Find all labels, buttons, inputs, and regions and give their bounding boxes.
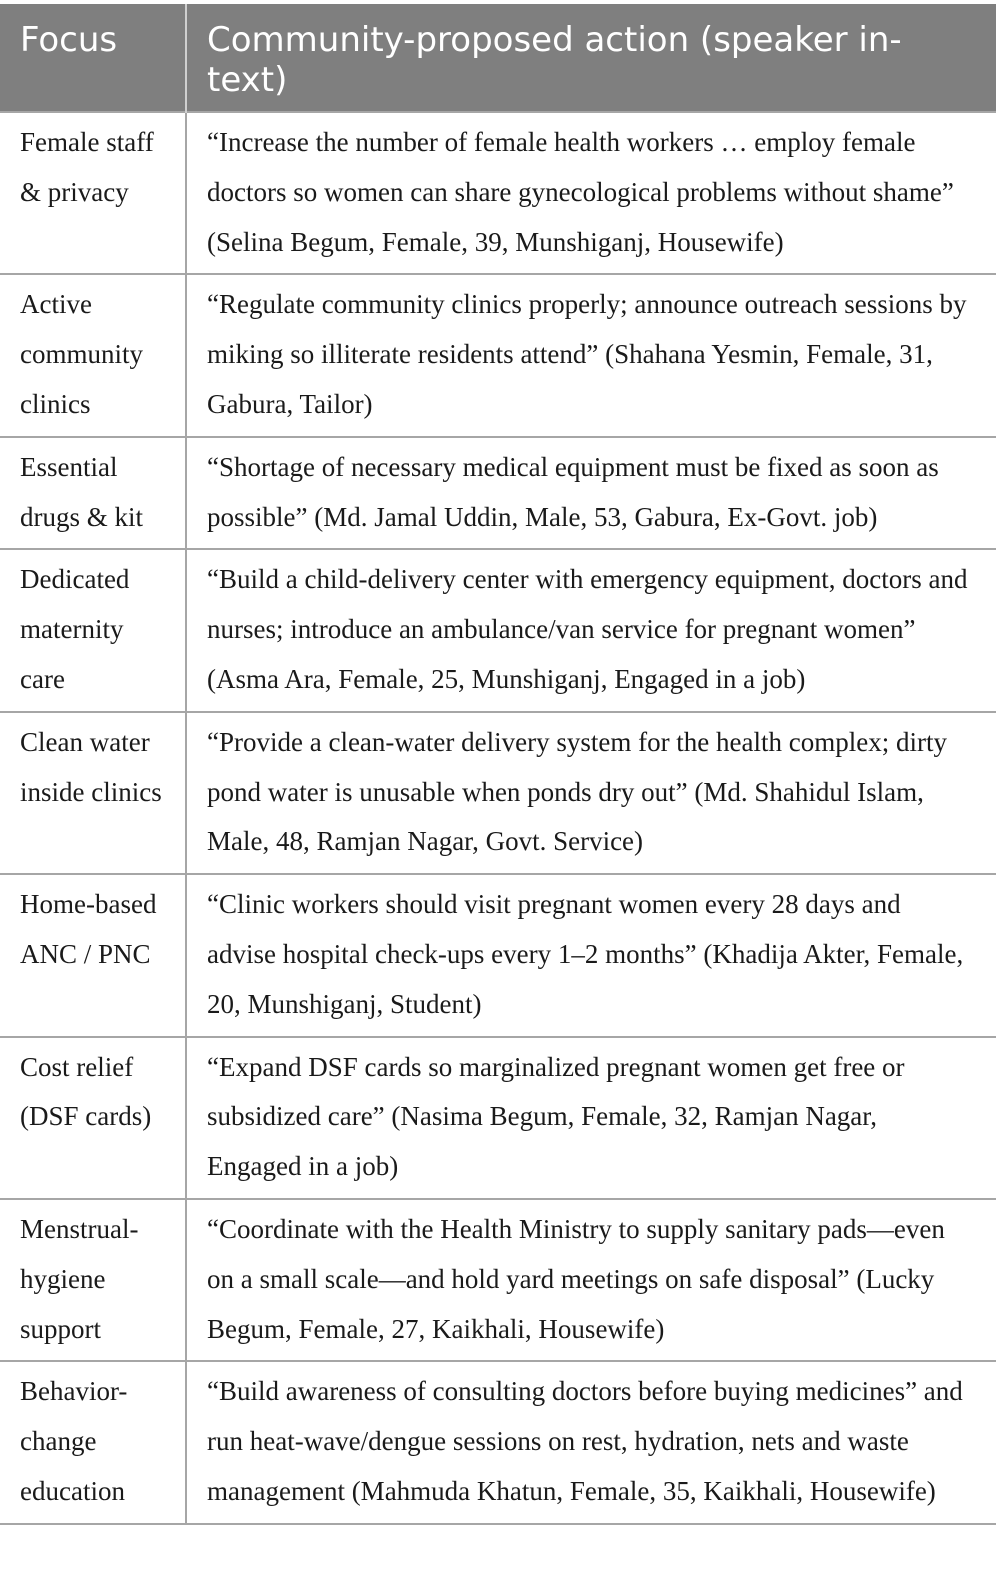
- action-cell: “Provide a clean-water delivery system for the health complex; dirty pond water is unusable when ponds dry out” (Md. Shahidul Islam, Male, 48, Ramjan Nagar, Govt. Service): [186, 712, 996, 874]
- table-row: [0, 274, 996, 436]
- focus-cell: Female staff & privacy: [0, 112, 186, 274]
- focus-cell: Dedicated maternity care: [0, 549, 186, 711]
- table-row: [0, 1361, 996, 1523]
- table-row: [0, 874, 996, 1036]
- table-row: [0, 1037, 996, 1199]
- action-cell: “Increase the number of female health workers … employ female doctors so women can share gynecological problems without shame” (Selina Begum, Female, 39, Munshiganj, Housewife): [186, 112, 996, 274]
- table-row: [0, 549, 996, 711]
- header-row: [0, 4, 996, 112]
- header-action: Community-proposed action (speaker in-text): [186, 4, 996, 112]
- table-row: [0, 712, 996, 874]
- action-cell: “Expand DSF cards so marginalized pregnant women get free or subsidized care” (Nasima Begum, Female, 32, Ramjan Nagar, Engaged in a job): [186, 1037, 996, 1199]
- action-cell: “Shortage of necessary medical equipment must be fixed as soon as possible” (Md. Jamal Uddin, Male, 53, Gabura, Ex-Govt. job): [186, 437, 996, 550]
- focus-cell: Clean water inside clinics: [0, 712, 186, 874]
- focus-cell: Active community clinics: [0, 274, 186, 436]
- table-row: [0, 112, 996, 274]
- table-row: [0, 437, 996, 550]
- focus-cell: Essential drugs & kit: [0, 437, 186, 550]
- action-cell: “Build a child-delivery center with emergency equipment, doctors and nurses; introduce an ambulance/van service for pregnant women” (Asma Ara, Female, 25, Munshiganj, Engaged in a job): [186, 549, 996, 711]
- focus-cell: Behavior-change education: [0, 1361, 186, 1523]
- action-cell: “Clinic workers should visit pregnant women every 28 days and advise hospital check-ups every 1–2 months” (Khadija Akter, Female, 20, Munshiganj, Student): [186, 874, 996, 1036]
- focus-cell: Menstrual-hygiene support: [0, 1199, 186, 1361]
- focus-cell: Cost relief (DSF cards): [0, 1037, 186, 1199]
- action-cell: “Coordinate with the Health Ministry to supply sanitary pads—even on a small scale—and hold yard meetings on safe disposal” (Lucky Begum, Female, 27, Kaikhali, Housewife): [186, 1199, 996, 1361]
- focus-cell: Home-based ANC / PNC: [0, 874, 186, 1036]
- table-row: [0, 1199, 996, 1361]
- header-focus: Focus: [0, 4, 186, 112]
- proposals-table: [0, 4, 996, 1525]
- action-cell: “Regulate community clinics properly; announce outreach sessions by miking so illiterate residents attend” (Shahana Yesmin, Female, 31, Gabura, Tailor): [186, 274, 996, 436]
- action-cell: “Build awareness of consulting doctors before buying medicines” and run heat-wave/dengue sessions on rest, hydration, nets and waste management (Mahmuda Khatun, Female, 35, Kaikhali, Housewife): [186, 1361, 996, 1523]
